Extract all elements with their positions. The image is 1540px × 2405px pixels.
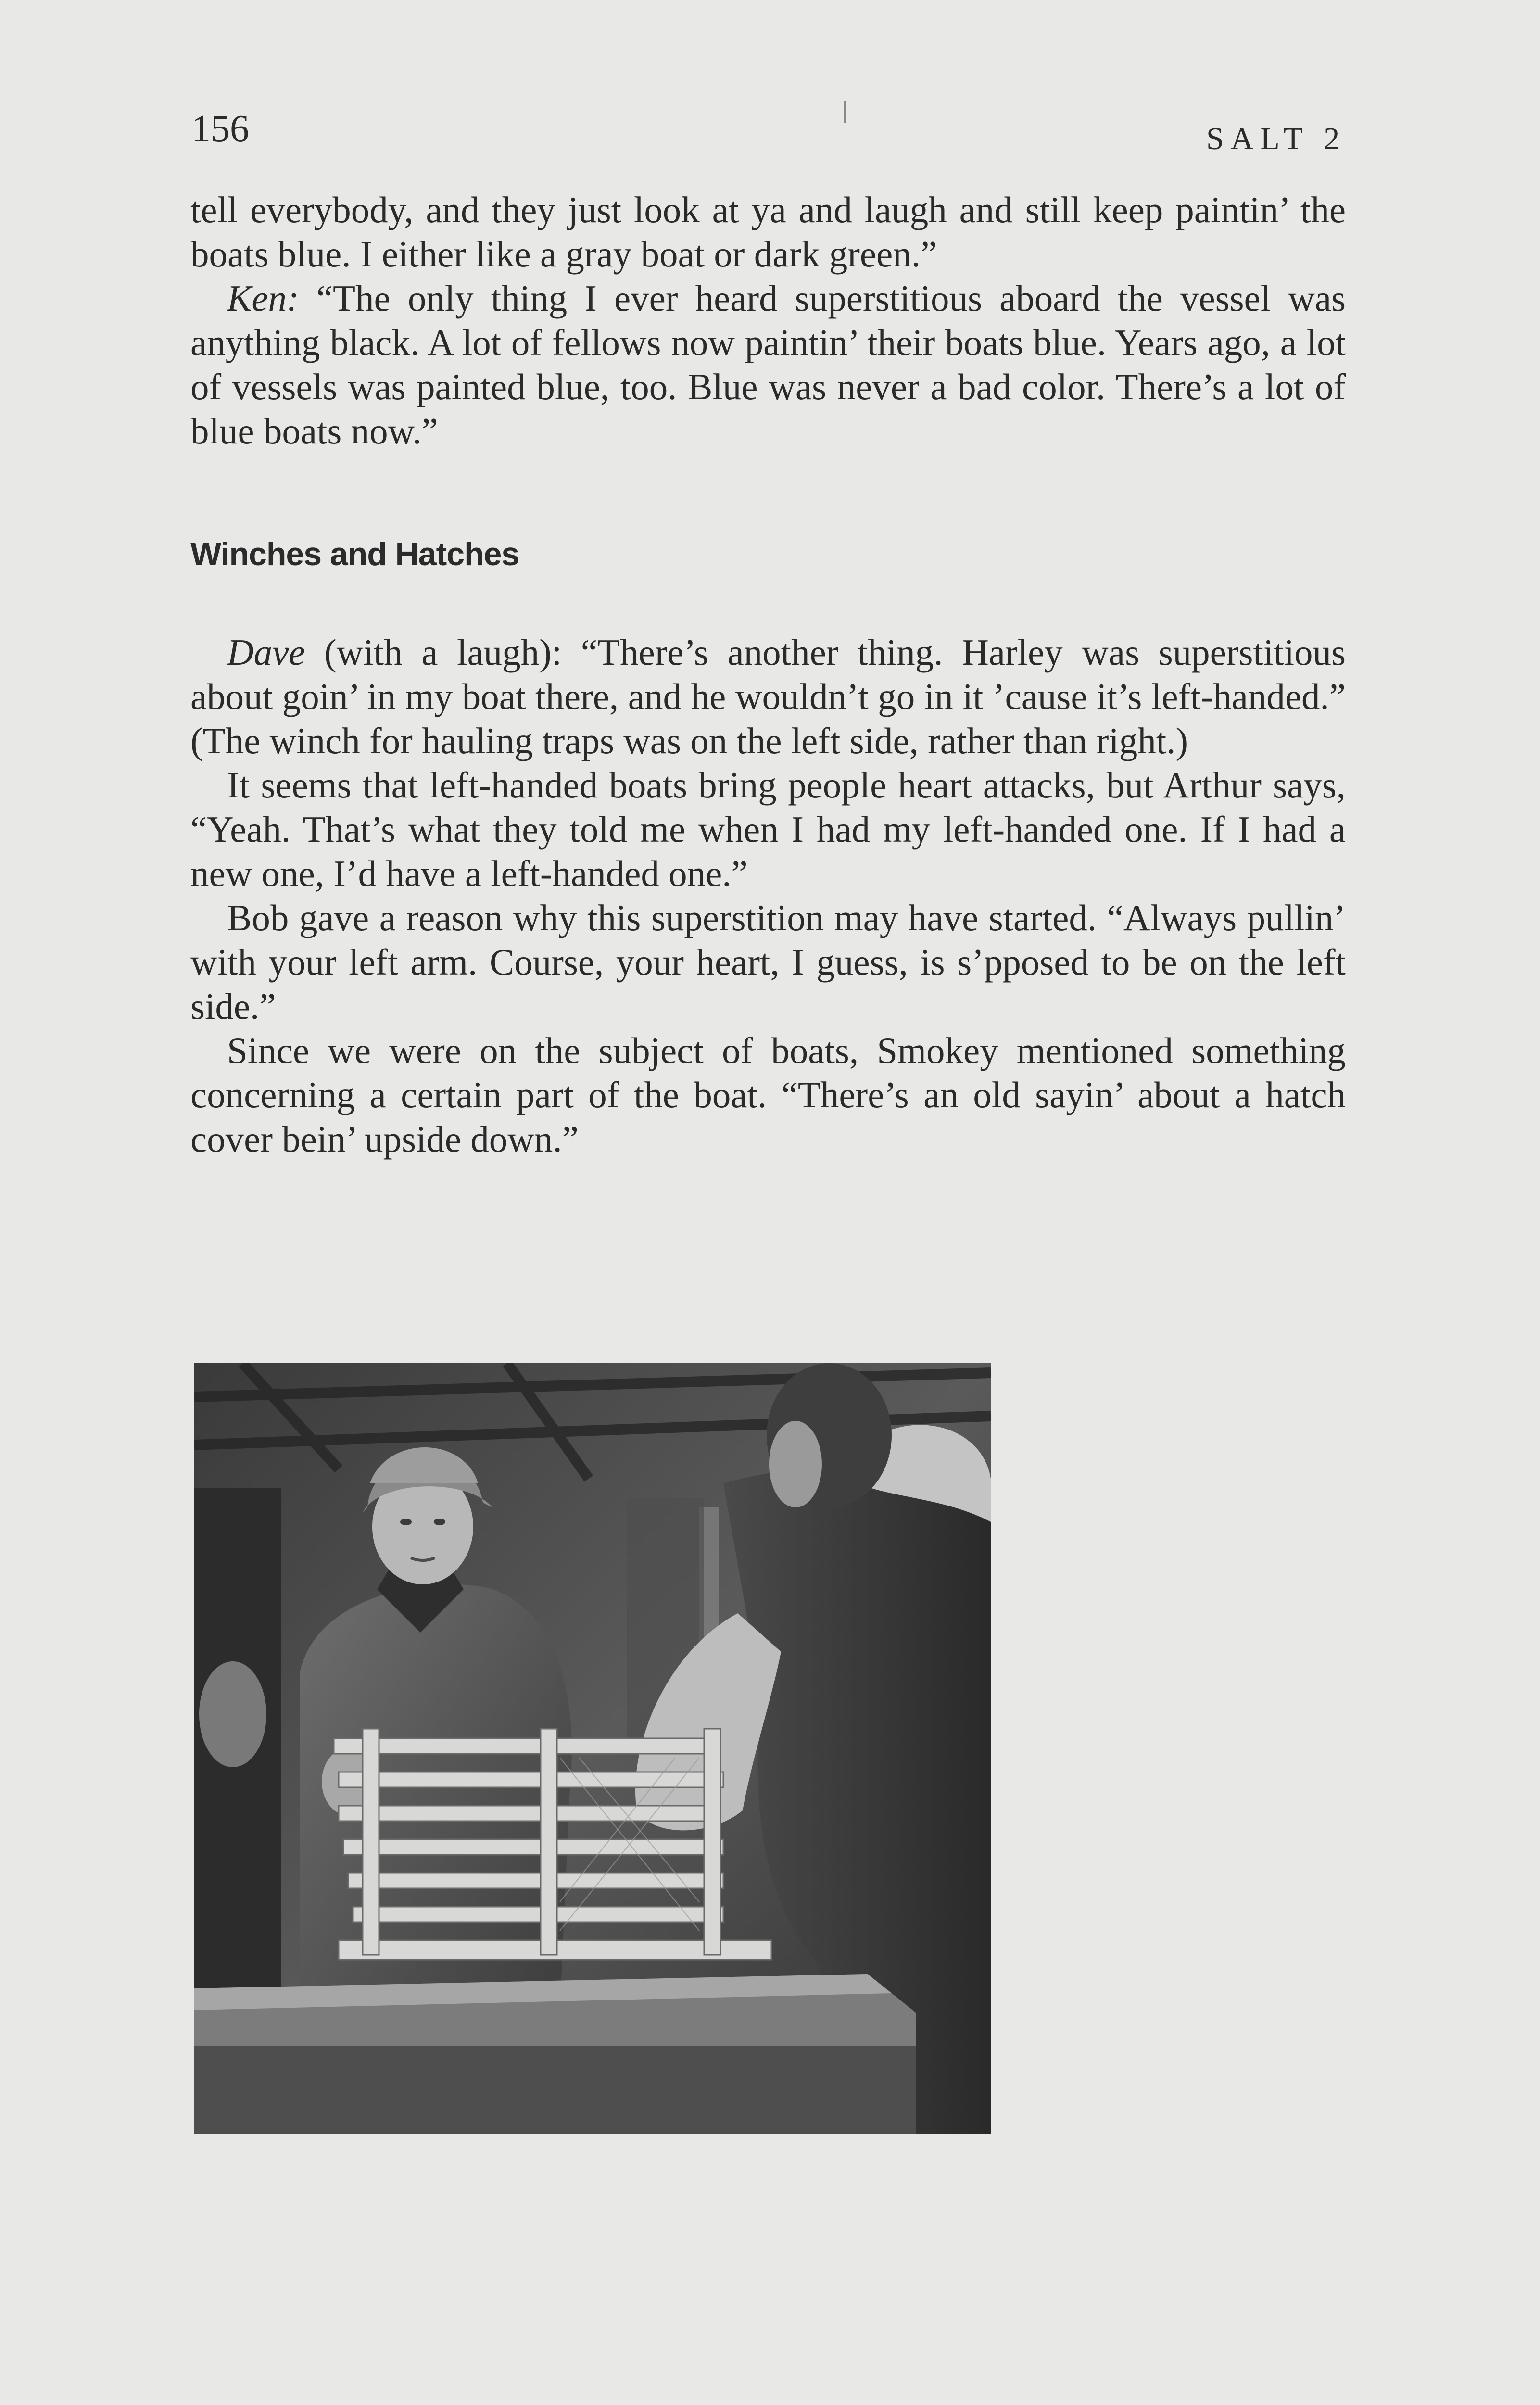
trap-slat bbox=[334, 1738, 719, 1754]
right-man-face bbox=[769, 1421, 822, 1507]
trap-slat bbox=[339, 1806, 719, 1821]
page-number: 156 bbox=[191, 108, 249, 150]
paragraph-text: (with a laugh): “There’s another thing. Harley was superstitious about goin’ in my boat there, and he wouldn’t go in it ’cause it’s left-handed.” (The winch for hauling traps was on the left side, rather than right.) bbox=[190, 632, 1346, 761]
trap-post bbox=[541, 1729, 557, 1955]
photograph bbox=[194, 1363, 991, 2134]
trap-slat bbox=[348, 1873, 723, 1888]
paragraph bbox=[190, 1028, 1346, 1161]
trap-post bbox=[363, 1729, 379, 1955]
workbench-shadow bbox=[194, 2046, 916, 2134]
trap-slat bbox=[339, 1772, 723, 1787]
paragraph-text: Bob gave a reason why this superstition may have started. “Always pullin’ with your left arm. Course, your heart, I guess, is s’pposed to be on the left side.” bbox=[190, 897, 1346, 1027]
paragraph-text: Since we were on the subject of boats, Smokey mentioned something concerning a certain part of the boat. “There’s an old sayin’ about a hatch cover bein’ upside down.” bbox=[190, 1030, 1346, 1160]
paragraph bbox=[190, 896, 1346, 1028]
paragraph bbox=[190, 188, 1346, 276]
left-man-eye bbox=[434, 1519, 445, 1525]
section-heading: Winches and Hatches bbox=[190, 536, 519, 572]
paragraph bbox=[190, 763, 1346, 896]
paragraph bbox=[190, 276, 1346, 453]
section-text-block bbox=[190, 630, 1346, 1161]
running-head: SALT 2 bbox=[1206, 121, 1347, 156]
paragraph bbox=[190, 630, 1346, 763]
trap-slat bbox=[343, 1839, 723, 1855]
paragraph-text: It seems that left-handed boats bring people heart attacks, but Arthur says, “Yeah. That’s what they told me when I had my left-handed one. If I had a new one, I’d have a left-handed one.” bbox=[190, 764, 1346, 894]
trap-slat bbox=[353, 1907, 723, 1922]
paragraph-text: “The only thing I ever heard superstitious aboard the vessel was anything black. A lot of fellows now paintin’ their boats blue. Years ago, a lot of vessels was painted blue, too. Blue was never a bad color. There’s a lot of blue boats now.” bbox=[190, 278, 1346, 452]
opening-text-block bbox=[190, 188, 1346, 453]
hanging-gear bbox=[199, 1661, 266, 1767]
print-speck bbox=[844, 101, 846, 123]
paragraph-text: tell everybody, and they just look at ya and laugh and still keep paintin’ the boats blue. I either like a gray boat or dark green.” bbox=[190, 189, 1346, 275]
left-man-eye bbox=[400, 1519, 412, 1525]
speaker-name: Ken: bbox=[227, 278, 299, 319]
speaker-name: Dave bbox=[227, 632, 305, 673]
trap-post bbox=[704, 1729, 720, 1955]
